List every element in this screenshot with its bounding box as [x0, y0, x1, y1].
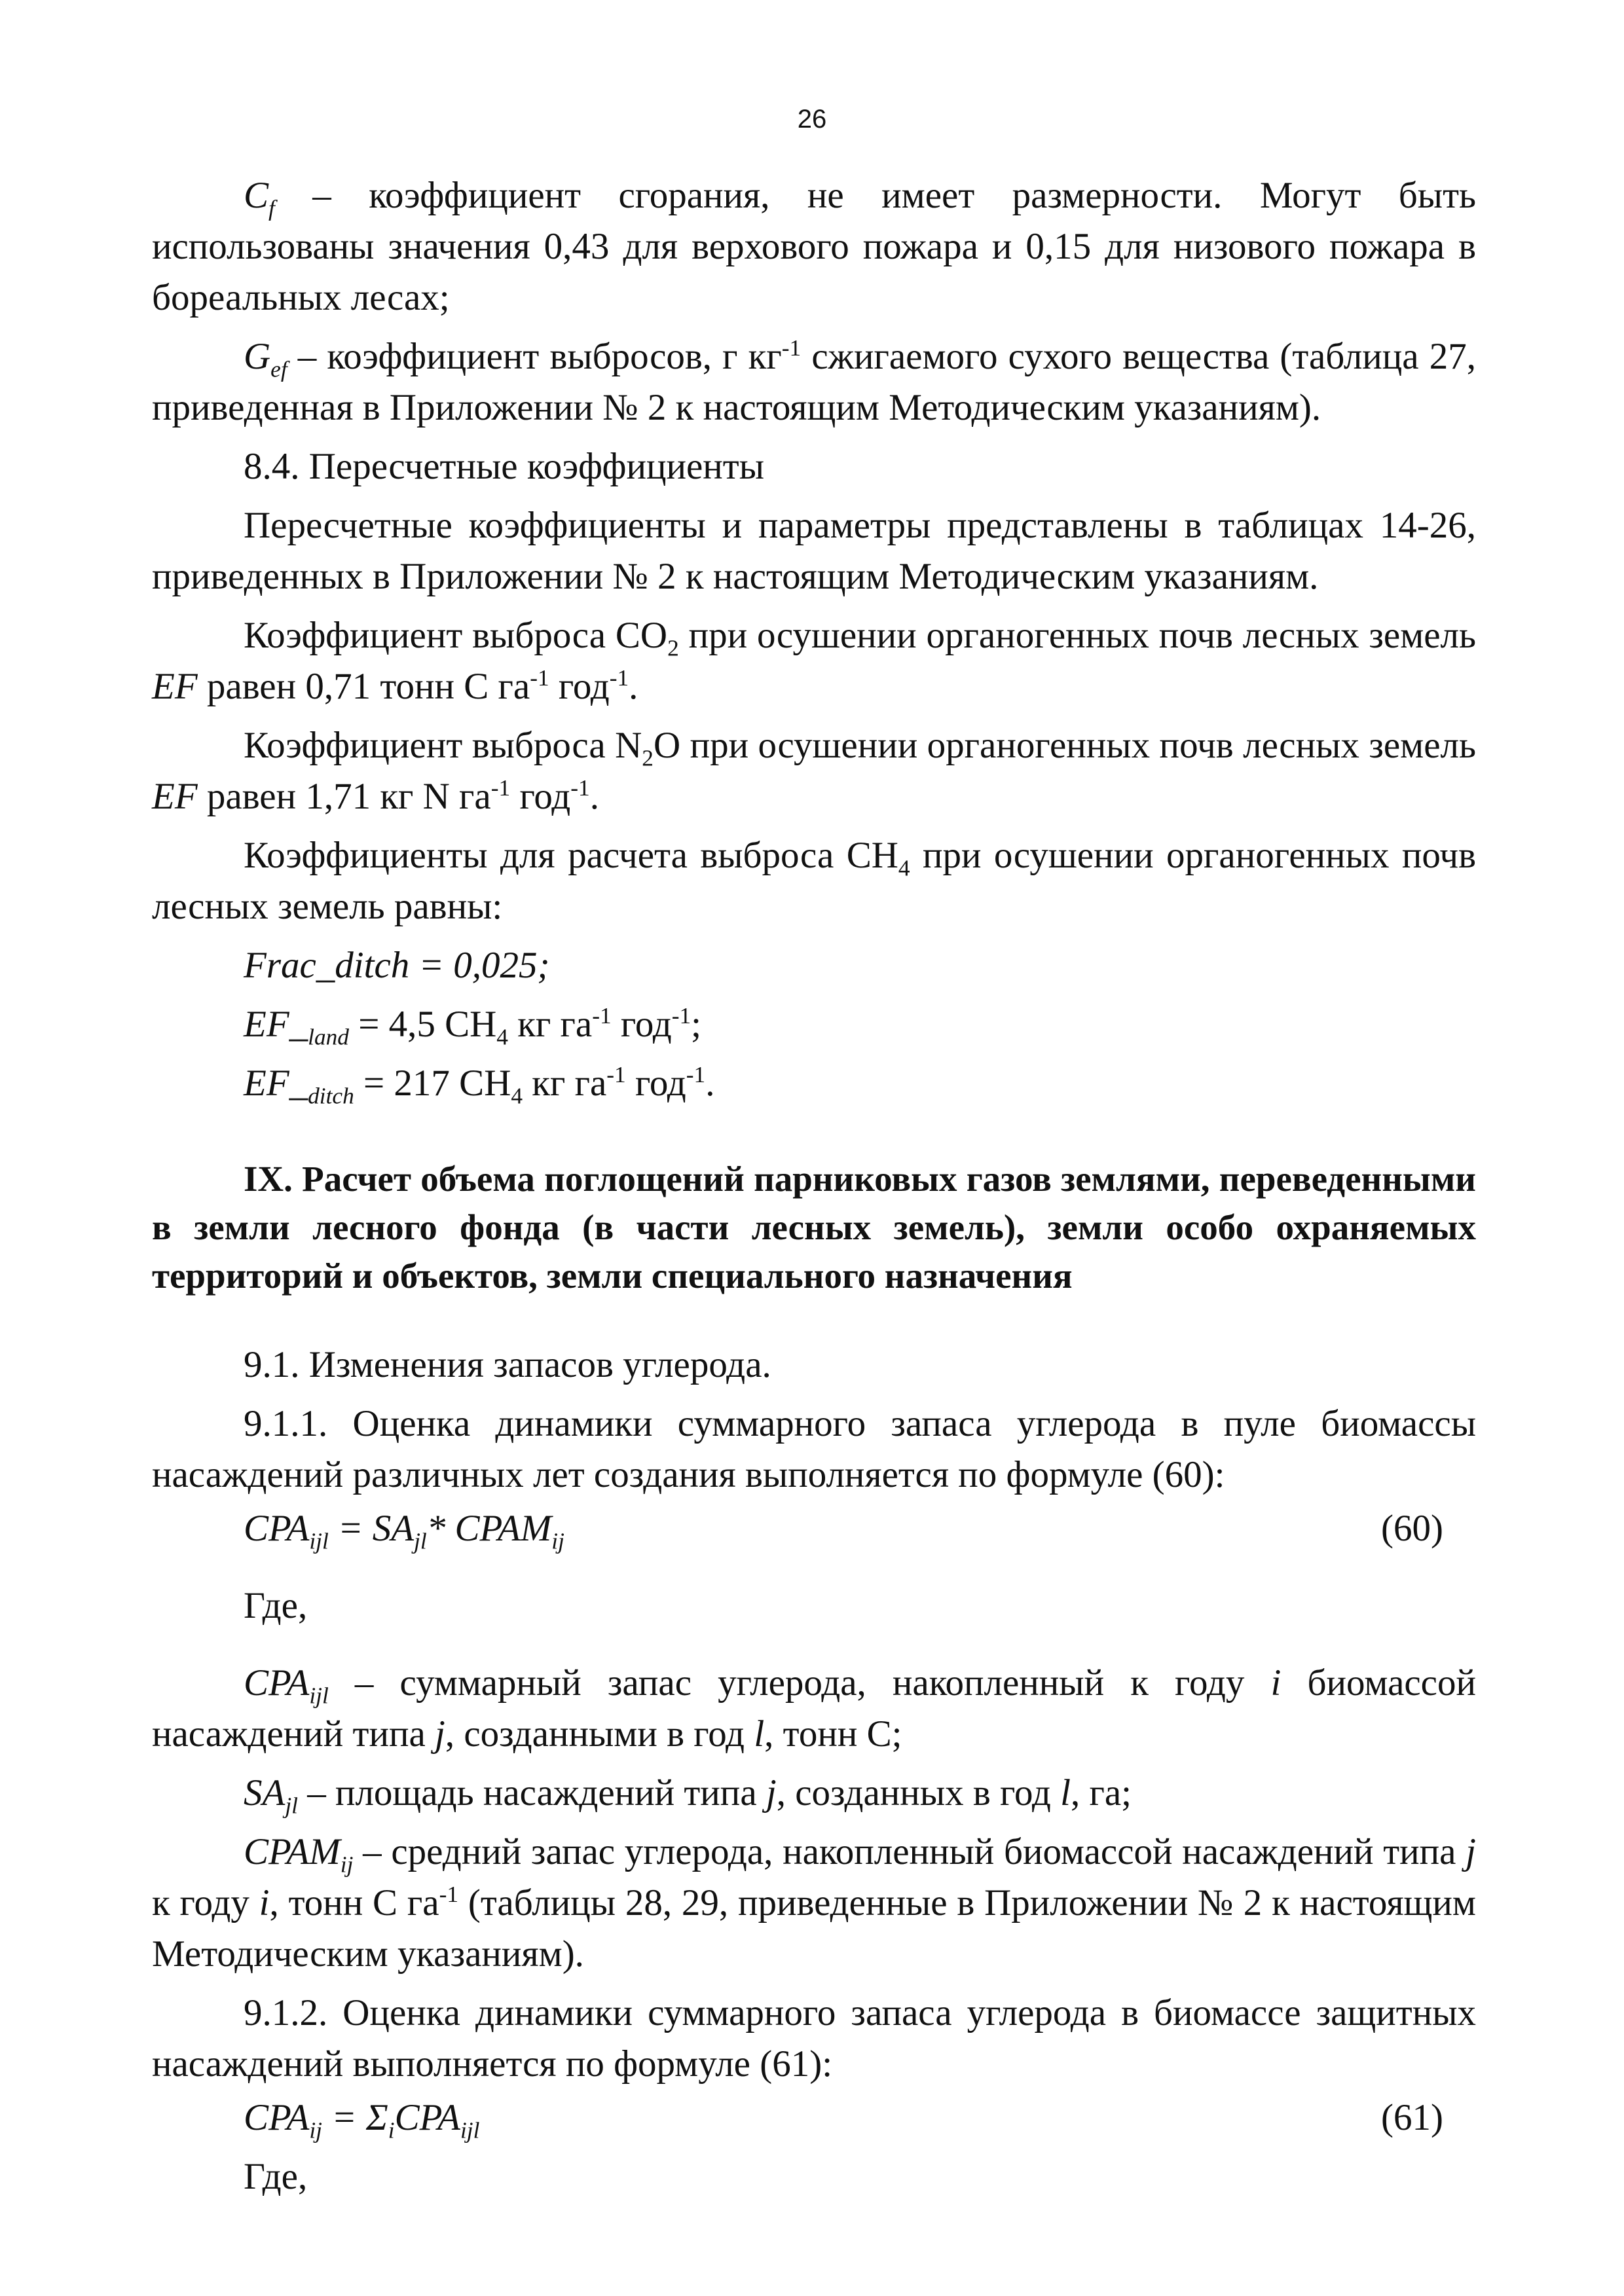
- formula-61-expression: $CPA_{ij} = \Sigma_iCPA_{ijl}$: [244, 2097, 480, 2143]
- section-8-4-title: 8.4. Пересчетные коэффициенты: [244, 446, 764, 487]
- definition-sa-jl: $SA_{jl}$ – площадь насаждений типа j, созданных в год l, га;: [244, 1772, 1132, 1819]
- paragraph-ch4: Коэффициенты для расчета выброса $CH_4$ при осушении органогенных почв лесных земель равны:: [152, 835, 1476, 927]
- where-label-2: Где,: [244, 2156, 308, 2197]
- section-ix-heading: IX. Расчет объема поглощений парниковых газов землями, переведенными в земли лесного фонда (в части лесных земель), земли особо охраняемых территорий и объектов, земли специального назначения: [152, 1159, 1476, 1296]
- paragraph-9-1-2: 9.1.2. Оценка динамики суммарного запаса углерода в биомассе защитных насаждений выполняется по формуле (61):: [152, 1992, 1476, 2085]
- page-number: 26: [797, 105, 827, 134]
- definition-cpa-ijl: $CPA_{ijl}$ – суммарный запас углерода, накопленный к году i биомассой насаждений типа j, созданными в год l, тонн C;: [152, 1662, 1476, 1755]
- where-label-1: Где,: [244, 1585, 308, 1626]
- formula-61-number: (61): [1381, 2097, 1443, 2138]
- formula-60-expression: $CPA_{ijl} = SA_{jl}*$ $CPAM_{ij}$: [244, 1508, 564, 1554]
- paragraph-n2o: Коэффициент выброса $N_2O$ при осушении органогенных почв лесных земель EF равен 1,71 кг N $га^{-1}$ год$^{-1}$.: [152, 725, 1476, 817]
- formula-61: [152, 2092, 1476, 2143]
- formula-60: [152, 1503, 1476, 1554]
- formula-60-number: (60): [1381, 1508, 1443, 1549]
- definition-gef: $G_{ef}$ – коэффициент выбросов, г $кг^{-1}$ сжигаемого сухого вещества (таблица 27, приведенная в Приложении № 2 к настоящим Методическим указаниям).: [152, 335, 1476, 428]
- equation-frac-ditch: Frac_ditch = 0,025;: [244, 945, 550, 986]
- definition-cpam-ij: $CPAM_{ij}$ – средний запас углерода, накопленный биомассой насаждений типа j к году i, тонн C $га^{-1}$ (таблицы 28, 29, приведенные в Приложении № 2 к настоящим Методическим указаниям).: [152, 1831, 1476, 1975]
- page-body: [152, 170, 1476, 2202]
- equation-ef-land: $EF\__{land} = 4,5$ $CH_4$ кг $га^{-1}$ год$^{-1}$;: [244, 1003, 701, 1050]
- paragraph-9-1-1: 9.1.1. Оценка динамики суммарного запаса углерода в пуле биомассы насаждений различных лет создания выполняется по формуле (60):: [152, 1403, 1476, 1495]
- paragraph-coefficients: Пересчетные коэффициенты и параметры представлены в таблицах 14-26, приведенных в Приложении № 2 к настоящим Методическим указаниям.: [152, 505, 1476, 597]
- section-9-1-title: 9.1. Изменения запасов углерода.: [244, 1344, 771, 1385]
- equation-ef-ditch: $EF\__{ditch} = 217$ $CH_4$ кг $га^{-1}$ год$^{-1}$.: [244, 1062, 715, 1109]
- definition-cf: $C_f$ – коэффициент сгорания, не имеет размерности. Могут быть использованы значения 0,43 для верхового пожара и 0,15 для низового пожара в бореальных лесах;: [152, 175, 1476, 318]
- paragraph-co2: Коэффициент выброса $CO_2$ при осушении органогенных почв лесных земель EF равен 0,71 тонн C $га^{-1}$ год$^{-1}$.: [152, 615, 1476, 707]
